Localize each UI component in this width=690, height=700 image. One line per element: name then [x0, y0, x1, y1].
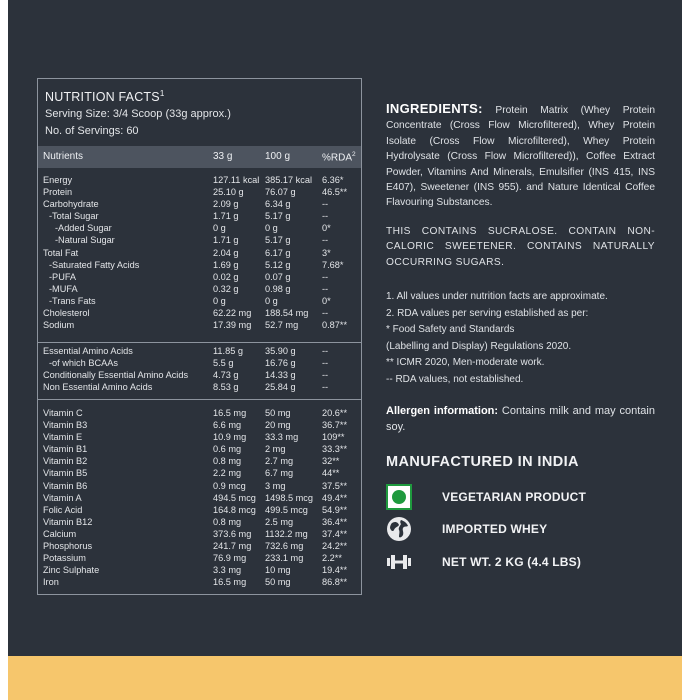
- allergen-label: Allergen information:: [386, 405, 499, 417]
- rda-percent: 0*: [322, 223, 331, 234]
- rda-percent: 37.4**: [322, 528, 348, 539]
- value-per-100g: 2 mg: [265, 444, 286, 455]
- value-per-33g: 373.6 mg: [213, 528, 252, 539]
- value-per-100g: 16.76 g: [265, 358, 296, 369]
- value-per-100g: 1498.5 mcg: [265, 492, 314, 503]
- globe-icon: [386, 516, 412, 542]
- ingredients-paragraph: [386, 101, 655, 211]
- value-per-100g: 188.54 mg: [265, 308, 309, 319]
- rda-percent: 37.5**: [322, 480, 348, 491]
- value-per-33g: 1.71 g: [213, 235, 239, 246]
- table-header: [38, 146, 361, 168]
- divider: [38, 399, 361, 400]
- value-per-33g: 127.11 kcal: [213, 175, 260, 185]
- value-per-33g: 2.09 g: [213, 199, 239, 210]
- value-per-33g: 62.22 mg: [213, 308, 252, 319]
- nutrient-row: [38, 210, 361, 222]
- nutrient-name: Total Fat: [43, 247, 79, 258]
- header-rda: %RDA$^2$: [322, 151, 356, 164]
- nutrient-row: [38, 381, 361, 393]
- value-per-100g: 732.6 mg: [265, 541, 304, 552]
- value-per-100g: 6.17 g: [265, 247, 291, 258]
- value-per-33g: 494.5 mcg: [213, 492, 256, 503]
- nutrient-name: Vitamin A: [43, 492, 82, 503]
- rda-percent: 20.6**: [322, 408, 348, 418]
- rda-percent: 6.36*: [322, 175, 344, 185]
- footnotes: [386, 289, 608, 388]
- rda-percent: --: [322, 283, 329, 294]
- value-per-100g: 50 mg: [265, 577, 291, 588]
- nutrient-name: Vitamin B2: [43, 456, 88, 467]
- ingredients-text: Protein Matrix (Whey Protein Concentrate (Cross Flow Microfiltered), Whey Protein Isolate (Cross Flow Microfiltered), Whey Protein Hydrolysate (Cross Flow Microfiltered)), Coffee Extract Powder, Vitamins And Minerals, Emulsifier (INS 415, INS E407), Sweetener (INS 955). and Nature Identical Coffee Flavouring Substances.: [386, 105, 655, 209]
- value-per-33g: 17.39 mg: [213, 320, 252, 331]
- nutrient-row: [38, 186, 361, 198]
- value-per-100g: 20 mg: [265, 420, 291, 431]
- nutrient-row: [38, 552, 361, 564]
- rda-percent: 0*: [322, 295, 331, 306]
- value-per-33g: 1.71 g: [213, 211, 239, 222]
- rda-percent: 49.4**: [322, 492, 348, 503]
- rda-percent: --: [322, 382, 329, 393]
- nutrient-name: Vitamin B6: [43, 480, 88, 491]
- rda-percent: --: [322, 211, 329, 222]
- rda-percent: --: [322, 199, 329, 210]
- value-per-33g: 10.9 mg: [213, 432, 247, 443]
- nutrition-facts-table: [37, 78, 362, 595]
- nutrient-name: Vitamin B3: [43, 420, 88, 431]
- nutrient-row: [38, 480, 361, 492]
- value-per-33g: 0.32 g: [213, 283, 239, 294]
- value-per-100g: 5.17 g: [265, 211, 291, 222]
- rda-percent: --: [322, 308, 329, 319]
- nutrient-name: Phosphorus: [43, 541, 93, 552]
- nutrient-name: Conditionally Essential Amino Acids: [43, 370, 189, 381]
- nutrient-row: [38, 174, 361, 186]
- value-per-100g: 2.7 mg: [265, 456, 294, 467]
- value-per-33g: 1.69 g: [213, 259, 239, 270]
- macronutrient-rows: [38, 174, 361, 331]
- value-per-33g: 16.5 mg: [213, 408, 247, 418]
- value-per-100g: 35.90 g: [265, 346, 296, 356]
- vegetarian-mark-icon: [386, 484, 412, 510]
- nutrient-name: Calcium: [43, 528, 77, 539]
- nutrient-row: [38, 295, 361, 307]
- value-per-33g: 3.3 mg: [213, 565, 242, 576]
- rda-percent: 0.87**: [322, 320, 348, 331]
- header-33g: 33 g: [213, 151, 233, 162]
- value-per-100g: 3 mg: [265, 480, 286, 491]
- nutrient-row: [38, 516, 361, 528]
- value-per-33g: 0.8 mg: [213, 456, 242, 467]
- value-per-100g: 6.7 mg: [265, 468, 294, 479]
- nutrient-row: [38, 357, 361, 369]
- value-per-100g: 0 g: [265, 223, 278, 234]
- value-per-100g: 14.33 g: [265, 370, 296, 381]
- nutrient-row: [38, 467, 361, 479]
- nutrient-name: Potassium: [43, 553, 86, 564]
- servings-count: No. of Servings: 60: [45, 125, 139, 137]
- rda-percent: 33.3**: [322, 444, 348, 455]
- footnote: 1. All values under nutrition facts are approximate.: [386, 291, 608, 302]
- footnote: 2. RDA values per serving established as per:: [386, 307, 589, 319]
- footnote: (Labelling and Display) Regulations 2020.: [386, 340, 572, 352]
- value-per-33g: 2.2 mg: [213, 468, 242, 479]
- feature-label: NET WT. 2 KG (4.4 LBS): [442, 555, 582, 569]
- rda-percent: --: [322, 235, 329, 246]
- amino-acid-rows: [38, 345, 361, 393]
- rda-percent: --: [322, 358, 329, 369]
- value-per-33g: 0.6 mg: [213, 444, 242, 455]
- value-per-100g: 1132.2 mg: [265, 528, 308, 539]
- nutrient-row: [38, 319, 361, 331]
- nutrient-name: -Saturated Fatty Acids: [49, 259, 140, 270]
- value-per-100g: 0.07 g: [265, 271, 291, 282]
- feature-net-weight: [386, 549, 656, 575]
- rda-percent: 7.68*: [322, 259, 344, 270]
- nutrient-name: Vitamin B1: [43, 444, 88, 455]
- rda-percent: 109**: [322, 432, 345, 443]
- value-per-100g: 25.84 g: [265, 382, 296, 393]
- nutrient-row: [38, 259, 361, 271]
- value-per-100g: 5.12 g: [265, 259, 291, 270]
- value-per-33g: 0 g: [213, 295, 226, 306]
- nutrient-row: [38, 528, 361, 540]
- nutrient-name: Vitamin C: [43, 408, 83, 418]
- nutrient-name: -Added Sugar: [55, 223, 112, 234]
- value-per-33g: 5.5 g: [213, 358, 234, 369]
- footnote: -- RDA values, not established.: [386, 373, 524, 385]
- rda-percent: 54.9**: [322, 504, 348, 515]
- value-per-33g: 241.7 mg: [213, 541, 252, 552]
- value-per-100g: 385.17 kcal: [265, 175, 312, 185]
- value-per-100g: 50 mg: [265, 408, 291, 418]
- nutrient-row: [38, 345, 361, 357]
- nutrient-name: -Total Sugar: [49, 211, 99, 222]
- value-per-100g: 233.1 mg: [265, 553, 304, 564]
- value-per-100g: 76.07 g: [265, 187, 296, 198]
- feature-label: VEGETARIAN PRODUCT: [442, 490, 587, 504]
- rda-percent: --: [322, 271, 329, 282]
- value-per-100g: 33.3 mg: [265, 432, 299, 443]
- nutrient-name: Essential Amino Acids: [43, 346, 133, 356]
- header-100g: 100 g: [265, 151, 291, 162]
- nutrient-name: Protein: [43, 187, 73, 198]
- nutrition-title: NUTRITION FACTS$^1$: [45, 89, 165, 105]
- value-per-33g: 76.9 mg: [213, 553, 247, 564]
- header-nutrients: Nutrients: [43, 151, 84, 162]
- rda-percent: 46.5**: [322, 187, 348, 198]
- value-per-33g: 0.02 g: [213, 271, 239, 282]
- value-per-33g: 164.8 mcg: [213, 504, 256, 515]
- nutrient-name: Iron: [43, 577, 59, 588]
- rda-percent: --: [322, 346, 329, 356]
- nutrient-row: [38, 504, 361, 516]
- nutrient-name: Energy: [43, 175, 73, 185]
- nutrient-name: -Trans Fats: [49, 295, 96, 306]
- footnote: ** ICMR 2020, Men-moderate work.: [386, 357, 545, 368]
- nutrient-name: Non Essential Amino Acids: [43, 382, 153, 393]
- micronutrient-rows: [38, 407, 361, 588]
- footer-band: [8, 656, 682, 700]
- nutrient-name: Vitamin B5: [43, 468, 88, 479]
- value-per-100g: 2.5 mg: [265, 516, 294, 527]
- nutrient-row: [38, 431, 361, 443]
- nutrient-row: [38, 307, 361, 319]
- value-per-100g: 0.98 g: [265, 283, 291, 294]
- nutrient-row: [38, 222, 361, 234]
- footnote: * Food Safety and Standards: [386, 324, 515, 335]
- nutrient-row: [38, 407, 361, 419]
- value-per-100g: 499.5 mcg: [265, 504, 308, 515]
- nutrient-name: Cholesterol: [43, 308, 90, 319]
- rda-percent: 3*: [322, 247, 331, 258]
- rda-percent: 36.4**: [322, 516, 348, 527]
- rda-percent: 86.8**: [322, 577, 348, 588]
- ingredients-label: INGREDIENTS:: [386, 101, 483, 116]
- divider: [38, 342, 361, 343]
- allergen-text: Contains milk and may contain soy.: [386, 405, 655, 433]
- nutrient-row: [38, 455, 361, 467]
- value-per-100g: 5.17 g: [265, 235, 291, 246]
- feature-imported-whey: [386, 516, 656, 542]
- nutrient-row: [38, 564, 361, 576]
- nutrient-row: [38, 247, 361, 259]
- nutrient-name: Zinc Sulphate: [43, 565, 100, 576]
- value-per-33g: 11.85 g: [213, 346, 243, 356]
- feature-vegetarian: [386, 484, 656, 510]
- nutrient-row: [38, 443, 361, 455]
- rda-percent: 36.7**: [322, 420, 348, 431]
- nutrient-name: Vitamin B12: [43, 516, 93, 527]
- rda-percent: 24.2**: [322, 541, 348, 552]
- value-per-33g: 4.73 g: [213, 370, 239, 381]
- sucralose-note: THIS CONTAINS SUCRALOSE. CONTAIN NON-CALORIC SWEETENER. CONTAINS NATURALLY OCCURRING SUGARS.: [386, 226, 655, 268]
- serving-size: Serving Size: 3/4 Scoop (33g approx.): [45, 108, 231, 120]
- value-per-33g: 25.10 g: [213, 187, 244, 198]
- nutrient-row: [38, 283, 361, 295]
- value-per-100g: 52.7 mg: [265, 320, 299, 331]
- rda-percent: 2.2**: [322, 553, 342, 564]
- value-per-100g: 6.34 g: [265, 199, 291, 210]
- nutrient-row: [38, 369, 361, 381]
- feature-label: IMPORTED WHEY: [442, 522, 548, 536]
- nutrient-name: Vitamin E: [43, 432, 83, 443]
- value-per-33g: 6.6 mg: [213, 420, 242, 431]
- nutrient-name: -MUFA: [49, 283, 78, 294]
- value-per-100g: 0 g: [265, 295, 278, 306]
- dumbbell-icon: [386, 549, 412, 575]
- value-per-33g: 16.5 mg: [213, 577, 247, 588]
- nutrient-name: -PUFA: [49, 271, 77, 282]
- rda-percent: 32**: [322, 456, 340, 467]
- value-per-33g: 2.04 g: [213, 247, 239, 258]
- nutrient-row: [38, 576, 361, 588]
- value-per-33g: 0.9 mcg: [213, 480, 246, 491]
- value-per-33g: 0 g: [213, 223, 226, 234]
- nutrient-name: Carbohydrate: [43, 199, 99, 210]
- nutrient-name: -Natural Sugar: [55, 235, 115, 246]
- nutrient-row: [38, 198, 361, 210]
- rda-percent: --: [322, 370, 329, 381]
- value-per-33g: 8.53 g: [213, 382, 239, 393]
- rda-percent: 44**: [322, 468, 340, 479]
- nutrient-row: [38, 419, 361, 431]
- nutrient-row: [38, 271, 361, 283]
- nutrient-name: -of which BCAAs: [49, 358, 118, 369]
- value-per-33g: 0.8 mg: [213, 516, 242, 527]
- nutrient-row: [38, 234, 361, 246]
- nutrient-row: [38, 540, 361, 552]
- allergen-info: [386, 403, 655, 435]
- nutrient-row: [38, 492, 361, 504]
- value-per-100g: 10 mg: [265, 565, 291, 576]
- rda-percent: 19.4**: [322, 565, 348, 576]
- nutrient-name: Folic Acid: [43, 504, 83, 515]
- manufactured-heading: MANUFACTURED IN INDIA: [386, 454, 579, 470]
- nutrient-name: Sodium: [43, 320, 75, 331]
